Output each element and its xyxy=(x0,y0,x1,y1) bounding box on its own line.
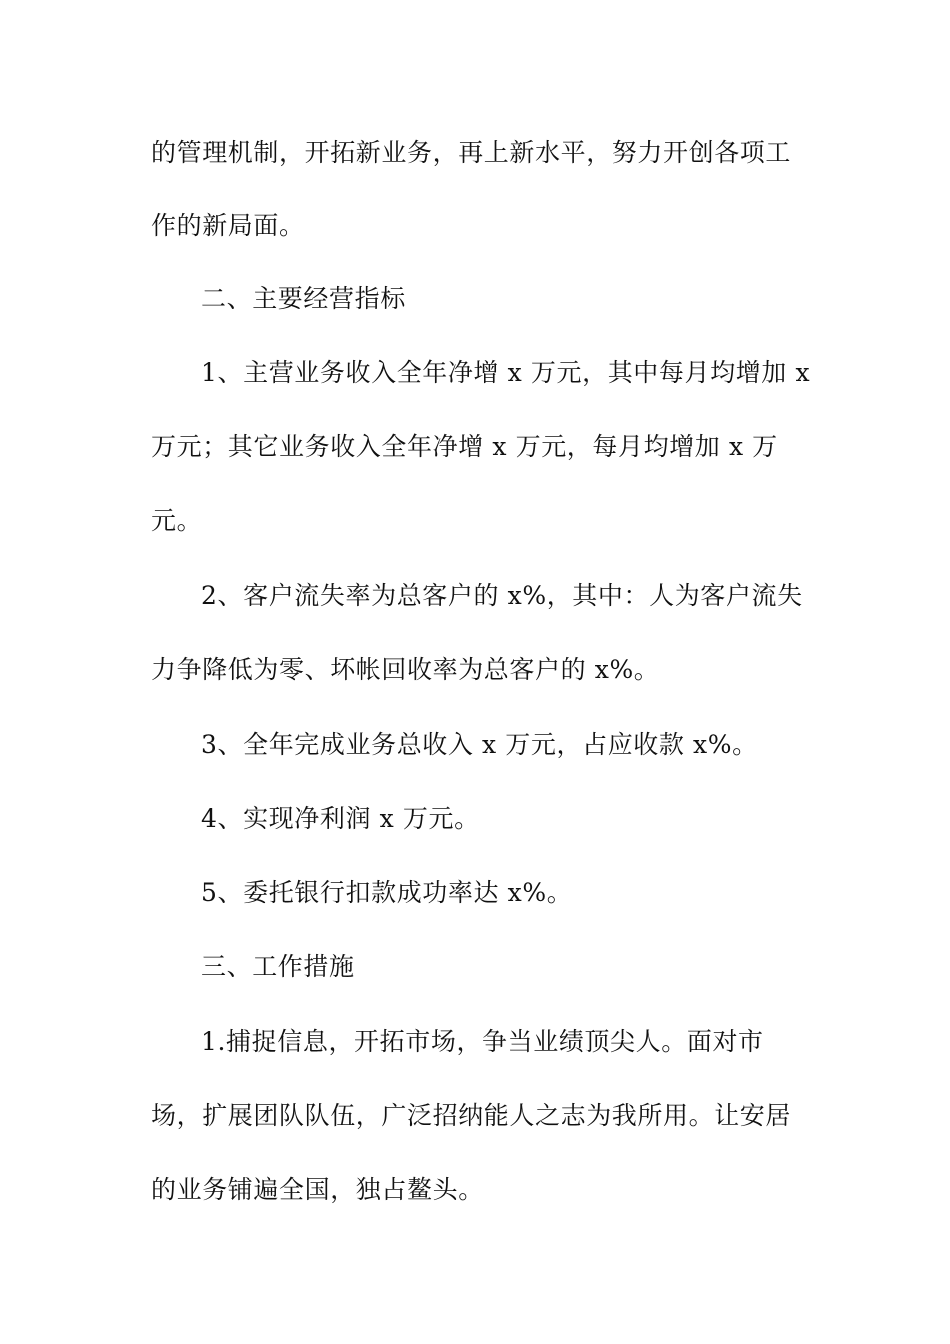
list-item-line: 3、全年完成业务总收入 x 万元，占应收款 x%。 xyxy=(201,730,758,759)
list-item-line: 元。 xyxy=(151,506,203,535)
list-item-line: 5、委托银行扣款成功率达 x%。 xyxy=(201,878,573,907)
section-heading: 二、主要经营指标 xyxy=(201,284,406,313)
list-item-line: 1.捕捉信息，开拓市场，争当业绩顶尖人。面对市 xyxy=(201,1027,764,1056)
list-item-line: 的业务铺遍全国，独占鳌头。 xyxy=(151,1175,484,1204)
list-item-line: 场，扩展团队队伍，广泛招纳能人之志为我所用。让安居 xyxy=(151,1101,792,1130)
list-item-line: 1、主营业务收入全年净增 x 万元，其中每月均增加 x xyxy=(201,358,811,387)
list-item-line: 力争降低为零、坏帐回收率为总客户的 x%。 xyxy=(151,655,660,684)
list-item-line: 2、客户流失率为总客户的 x%，其中：人为客户流失 xyxy=(201,581,803,610)
list-item-line: 万元；其它业务收入全年净增 x 万元，每月均增加 x 万 xyxy=(151,432,778,461)
paragraph-line: 的管理机制，开拓新业务，再上新水平，努力开创各项工 xyxy=(151,138,792,167)
paragraph-line: 作的新局面。 xyxy=(151,211,305,240)
section-heading: 三、工作措施 xyxy=(201,952,355,981)
list-item-line: 4、实现净利润 x 万元。 xyxy=(201,804,480,833)
